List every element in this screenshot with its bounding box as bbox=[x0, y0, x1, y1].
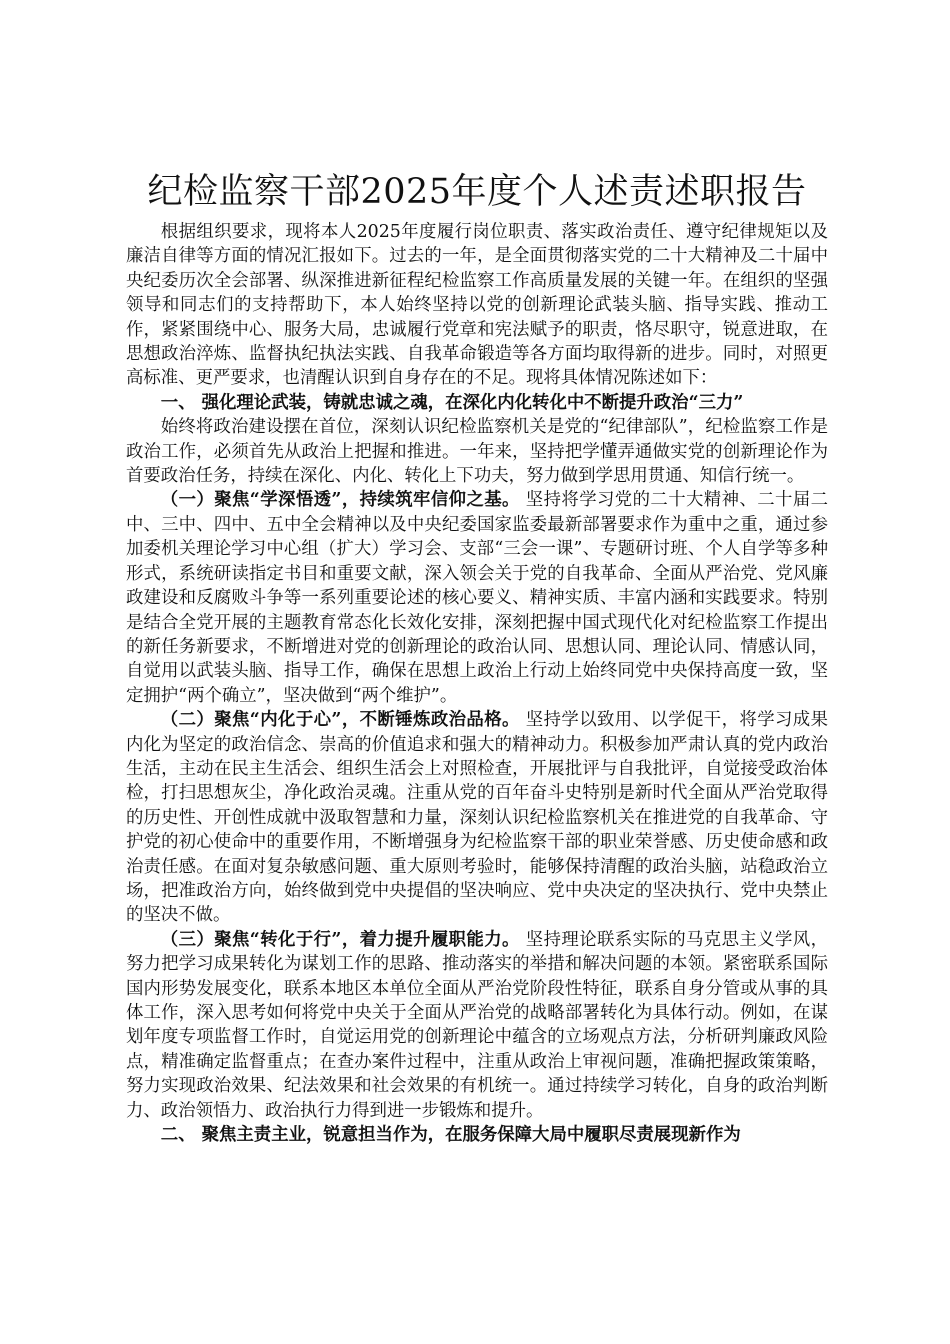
subsection-2-lead: （二）聚焦“内化于心”，不断锤炼政治品格。 bbox=[160, 710, 520, 731]
section-1-heading: 一、 强化理论武装，铸就忠诚之魂，在深化内化转化中不断提升政治“三力” bbox=[160, 392, 744, 413]
document-body bbox=[126, 170, 828, 1147]
subsection-1-lead: （一）聚焦“学深悟透”，持续筑牢信仰之基。 bbox=[160, 490, 520, 511]
subsection-3-paragraph bbox=[126, 928, 828, 1123]
subsection-3-body: 坚持理论联系实际的马克思主义学风，努力把学习成果转化为谋划工作的思路、推动落实的举措和解决问题的本领。紧密联系国际国内形势发展变化，联系本地区本单位全面从严治党阶段性特征，联系自身分管或从事的具体工作，深入思考如何将党中央关于全面从严治党的战略部署转化为具体行动。例如，在谋划年度专项监督工作时，自觉运用党的创新理论中蕴含的立场观点方法，分析研判廉政风险点，精准确定监督重点；在查办案件过程中，注重从政治上审视问题，准确把握政策策略，努力实现政治效果、纪法效果和社会效果的有机统一。通过持续学习转化，自身的政治判断力、政治领悟力、政治执行力得到进一步锻炼和提升。 bbox=[126, 929, 828, 1121]
section-1-body: 始终将政治建设摆在首位，深刻认识纪检监察机关是党的“纪律部队”，纪检监察工作是政治工作，必须首先从政治上把握和推进。一年来，坚持把学懂弄通做实党的创新理论作为首要政治任务，持续在深化、内化、转化上下功夫，努力做到学思用贯通、知信行统一。 bbox=[126, 417, 828, 487]
subsection-2-body: 坚持学以致用、以学促干，将学习成果内化为坚定的政治信念、崇高的价值追求和强大的精神动力。积极参加严肃认真的党内政治生活，主动在民主生活会、组织生活会上对照检查，开展批评与自我批评，自觉接受政治体检，打扫思想灰尘，净化政治灵魂。注重从党的百年奋斗史特别是新时代全面从严治党取得的历史性、开创性成就中汲取智慧和力量，深刻认识纪检监察机关在推进党的自我革命、守护党的初心使命中的重要作用，不断增强身为纪检监察干部的职业荣誉感、历史使命感和政治责任感。在面对复杂敏感问题、重大原则考验时，能够保持清醒的政治头脑，站稳政治立场，把准政治方向，始终做到党中央提倡的坚决响应、党中央决定的坚决执行、党中央禁止的坚决不做。 bbox=[126, 710, 828, 926]
subsection-1-paragraph bbox=[126, 488, 828, 708]
subsection-2-paragraph bbox=[126, 708, 828, 928]
subsection-3-lead: （三）聚焦“转化于行”，着力提升履职能力。 bbox=[160, 929, 520, 950]
intro-paragraph: 根据组织要求，现将本人2025年度履行岗位职责、落实政治责任、遵守纪律规矩以及廉洁自律等方面的情况汇报如下。过去的一年，是全面贯彻落实党的二十大精神及二十届中央纪委历次全会部署、纵深推进新征程纪检监察工作高质量发展的关键一年。在组织的坚强领导和同志们的支持帮助下，本人始终坚持以党的创新理论武装头脑、指导实践、推动工作，紧紧围绕中心、服务大局，忠诚履行党章和宪法赋予的职责，恪尽职守，锐意进取，在思想政治淬炼、监督执纪执法实践、自我革命锻造等各方面均取得新的进步。同时，对照更高标准、更严要求，也清醒认识到自身存在的不足。现将具体情况陈述如下： bbox=[126, 222, 828, 389]
section-2-heading: 二、 聚焦主责主业，锐意担当作为，在服务保障大局中履职尽责展现新作为 bbox=[160, 1125, 741, 1146]
page-title: 纪检监察干部2025年度个人述责述职报告 bbox=[147, 172, 807, 212]
subsection-1-body: 坚持将学习党的二十大精神、二十届二中、三中、四中、五中全会精神以及中央纪委国家监委最新部署要求作为重中之重，通过参加委机关理论学习中心组（扩大）学习会、支部“三会一课”、专题研讨班、个人自学等多种形式，系统研读指定书目和重要文献，深入领会关于党的自我革命、全面从严治党、党风廉政建设和反腐败斗争等一系列重要论述的核心要义、精神实质、丰富内涵和实践要求。特别是结合全党开展的主题教育常态化长效化安排，深刻把握中国式现代化对纪检监察工作提出的新任务新要求，不断增进对党的创新理论的政治认同、思想认同、理论认同、情感认同，自觉用以武装头脑、指导工作，确保在思想上政治上行动上始终同党中央保持高度一致，坚定拥护“两个确立”，坚决做到“两个维护”。 bbox=[126, 490, 828, 706]
